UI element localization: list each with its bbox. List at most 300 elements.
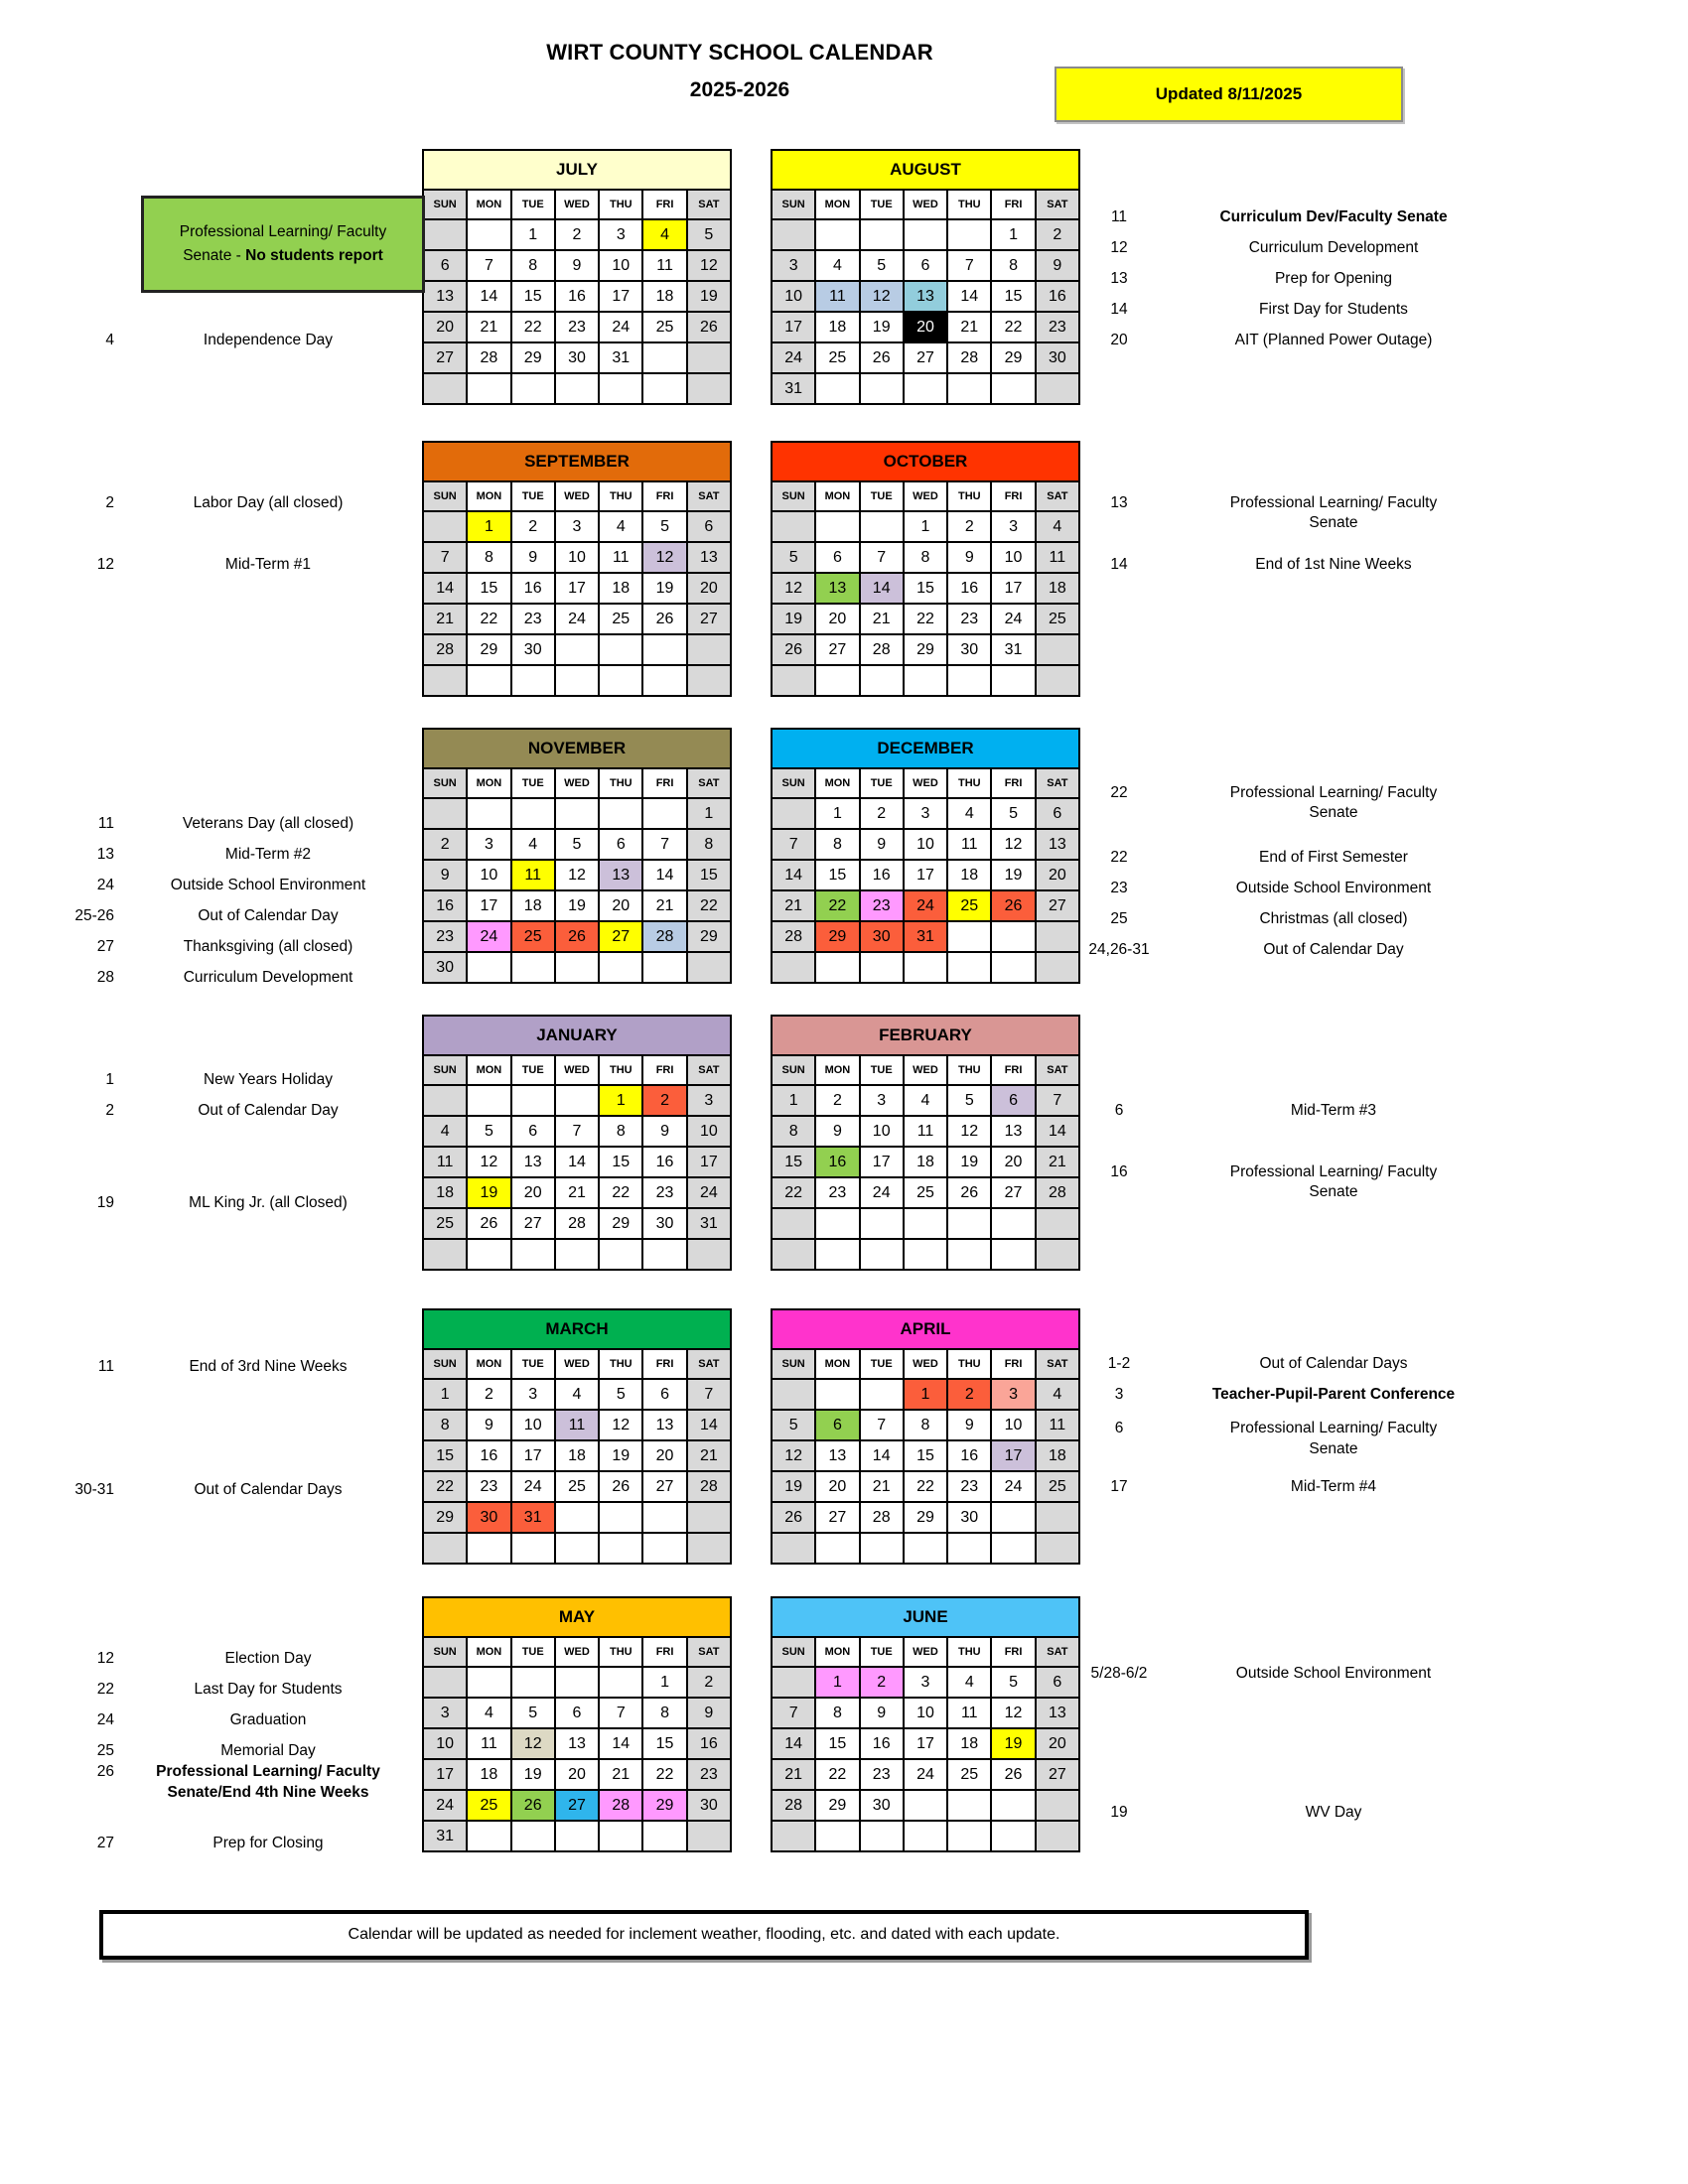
month-title: MAY [424,1598,730,1636]
day-cell [861,374,903,403]
annotation-item [1075,1385,1504,1405]
day-cell: 5 [688,220,730,249]
day-cell: 24 [468,922,509,951]
july-note-box [141,196,425,293]
day-cell: 30 [861,1791,903,1820]
weekday-header: MON [816,1638,858,1666]
annotation-item [1075,1803,1504,1823]
day-cell: 28 [861,635,903,664]
day-cell: 15 [905,574,946,603]
day-cell: 9 [512,543,554,572]
annotations-february [1075,1015,1504,1269]
day-cell: 18 [600,574,641,603]
day-cell: 27 [556,1791,598,1820]
day-cell: 3 [424,1699,466,1727]
month-title: FEBRUARY [773,1017,1078,1054]
day-cell: 7 [861,543,903,572]
day-cell: 19 [688,282,730,311]
weekday-header: MON [468,482,509,510]
day-cell [643,635,685,664]
day-cell: 19 [556,891,598,920]
month-october [771,441,1080,697]
annotation-date: 4 [105,331,114,348]
day-cell: 1 [816,1668,858,1697]
day-cell: 5 [773,1411,814,1439]
day-cell [556,374,598,403]
annotation-item [1075,1419,1504,1459]
day-cell: 20 [556,1760,598,1789]
annotation-date: 14 [1110,300,1128,318]
month-title: NOVEMBER [424,730,730,767]
annotation-item [35,493,422,513]
annotation-date: 26 [96,1763,114,1781]
day-cell: 3 [861,1086,903,1115]
day-cell [512,1822,554,1850]
day-cell: 17 [424,1760,466,1789]
day-cell: 11 [905,1117,946,1146]
day-cell: 27 [512,1209,554,1238]
day-cell: 21 [773,891,814,920]
day-cell: 27 [643,1472,685,1501]
weekday-header: FRI [992,769,1034,797]
weekday-header: SUN [424,1350,466,1378]
day-cell [1037,1240,1078,1269]
day-cell: 18 [905,1148,946,1176]
day-cell: 20 [512,1178,554,1207]
day-cell: 12 [688,251,730,280]
day-cell: 10 [424,1729,466,1758]
day-cell [816,1822,858,1850]
annotation-date: 12 [96,1649,114,1667]
month-may [422,1596,732,1852]
annotation-item [1075,940,1504,960]
day-cell [600,953,641,982]
annotation-text: Outside School Environment [1235,1665,1432,1682]
day-cell: 19 [468,1178,509,1207]
day-cell: 3 [905,1668,946,1697]
day-cell: 12 [468,1148,509,1176]
day-cell: 1 [600,1086,641,1115]
day-cell: 23 [688,1760,730,1789]
weekday-header: WED [556,769,598,797]
annotation-item [1075,909,1504,929]
day-cell: 25 [1037,605,1078,633]
annotation-text: Memorial Day [220,1741,316,1759]
annotation-item [1075,1477,1504,1497]
annotation-item [1075,238,1504,258]
annotation-item [1075,555,1504,575]
annotation-date: 24 [96,1710,114,1728]
day-cell: 1 [512,220,554,249]
day-cell: 17 [992,574,1034,603]
day-cell: 5 [468,1117,509,1146]
day-cell: 2 [468,1380,509,1409]
day-cell: 9 [556,251,598,280]
month-september [422,441,732,697]
day-cell: 16 [948,1441,990,1470]
day-cell: 9 [424,861,466,889]
weekday-header: THU [600,191,641,218]
day-cell: 13 [556,1729,598,1758]
month-title: JANUARY [424,1017,730,1054]
day-cell: 14 [861,574,903,603]
day-cell [556,1503,598,1532]
weekday-header: THU [600,1638,641,1666]
day-cell [643,1503,685,1532]
weekday-header: SAT [688,482,730,510]
weekday-header: FRI [643,191,685,218]
day-cell: 13 [600,861,641,889]
day-cell: 10 [905,830,946,859]
day-cell [948,1209,990,1238]
day-cell [816,220,858,249]
day-cell: 26 [600,1472,641,1501]
day-cell: 1 [688,799,730,828]
day-cell: 28 [861,1503,903,1532]
day-cell: 31 [905,922,946,951]
weekday-header: TUE [512,191,554,218]
weekday-header: WED [905,482,946,510]
day-cell: 6 [816,1411,858,1439]
day-cell: 4 [643,220,685,249]
day-cell: 5 [992,799,1034,828]
day-cell: 15 [688,861,730,889]
day-cell: 15 [643,1729,685,1758]
day-cell: 21 [773,1760,814,1789]
day-cell [512,1240,554,1269]
month-title: OCTOBER [773,443,1078,480]
day-cell [816,1209,858,1238]
day-cell: 20 [600,891,641,920]
day-cell [948,1791,990,1820]
day-cell: 20 [688,574,730,603]
day-cell [556,799,598,828]
annotation-date: 22 [96,1680,114,1698]
day-cell: 6 [556,1699,598,1727]
day-cell: 26 [688,313,730,341]
day-cell: 25 [948,891,990,920]
weekday-header: THU [948,1638,990,1666]
day-cell: 18 [424,1178,466,1207]
day-cell [1037,635,1078,664]
day-cell: 20 [905,313,946,341]
weekday-header: THU [948,1350,990,1378]
day-cell [861,220,903,249]
day-cell: 28 [600,1791,641,1820]
day-cell: 25 [1037,1472,1078,1501]
day-cell [556,1822,598,1850]
weekday-header: SUN [773,769,814,797]
month-title: SEPTEMBER [424,443,730,480]
day-cell [816,666,858,695]
day-cell: 22 [512,313,554,341]
weekday-header: TUE [512,1056,554,1084]
day-cell: 17 [600,282,641,311]
day-cell: 7 [468,251,509,280]
annotation-date: 12 [1110,238,1128,256]
day-cell [1037,666,1078,695]
day-cell: 4 [468,1699,509,1727]
day-cell: 19 [992,1729,1034,1758]
annotation-date: 11 [1110,207,1128,225]
weekday-header: WED [905,1350,946,1378]
day-cell: 12 [556,861,598,889]
day-cell: 16 [1037,282,1078,311]
day-cell: 9 [948,543,990,572]
day-cell: 16 [861,861,903,889]
day-cell: 2 [861,1668,903,1697]
day-cell: 24 [905,1760,946,1789]
day-cell: 23 [861,891,903,920]
day-cell: 13 [992,1117,1034,1146]
day-cell: 30 [1037,343,1078,372]
day-cell: 24 [556,605,598,633]
page-title [392,40,1087,102]
day-cell [992,666,1034,695]
day-cell: 27 [816,1503,858,1532]
day-cell: 6 [688,512,730,541]
annotations-january [35,1015,422,1269]
annotation-date: 17 [1110,1478,1128,1496]
day-cell [424,1086,466,1115]
day-cell: 16 [643,1148,685,1176]
day-cell [556,666,598,695]
weekday-header: TUE [861,482,903,510]
weekday-header: SAT [688,191,730,218]
updated-box [1055,67,1403,122]
day-cell [556,953,598,982]
day-cell [600,374,641,403]
day-cell: 14 [773,1729,814,1758]
day-cell: 5 [773,543,814,572]
weekday-header: FRI [992,191,1034,218]
weekday-header: SAT [688,1056,730,1084]
day-cell [948,374,990,403]
annotation-text: WV Day [1305,1803,1362,1821]
day-cell: 22 [905,605,946,633]
day-cell: 21 [688,1441,730,1470]
day-cell: 12 [512,1729,554,1758]
day-cell: 4 [424,1117,466,1146]
annotation-text: Out of Calendar Day [198,906,339,924]
weekday-header: SUN [424,769,466,797]
day-cell: 25 [905,1178,946,1207]
weekday-header: FRI [992,1056,1034,1084]
annotation-date: 22 [1110,783,1128,801]
day-cell: 30 [468,1503,509,1532]
weekday-header: WED [556,1638,598,1666]
day-cell: 14 [600,1729,641,1758]
weekday-header: SAT [1037,1638,1078,1666]
day-cell [556,1240,598,1269]
day-cell: 5 [992,1668,1034,1697]
day-cell: 22 [643,1760,685,1789]
day-cell: 10 [468,861,509,889]
day-cell: 11 [948,830,990,859]
day-cell: 11 [468,1729,509,1758]
annotation-text: Professional Learning/ Faculty Senate [1229,1420,1438,1457]
day-cell: 26 [468,1209,509,1238]
weekday-header: SUN [773,482,814,510]
annotation-item [35,1193,422,1213]
day-cell: 12 [861,282,903,311]
day-cell: 2 [948,1380,990,1409]
day-cell: 26 [773,1503,814,1532]
annotation-date: 28 [96,968,114,986]
day-cell: 15 [600,1148,641,1176]
day-cell [688,1240,730,1269]
day-cell [424,1534,466,1563]
day-cell: 2 [512,512,554,541]
annotation-item [1075,848,1504,868]
day-cell: 6 [424,251,466,280]
day-cell [992,922,1034,951]
annotation-text: Professional Learning/ Faculty Senate [1229,493,1438,531]
annotation-text: Outside School Environment [170,876,366,893]
day-cell: 7 [643,830,685,859]
day-cell: 12 [643,543,685,572]
day-cell [992,953,1034,982]
day-cell [773,953,814,982]
day-cell: 5 [861,251,903,280]
day-cell: 18 [556,1441,598,1470]
annotation-text: New Years Holiday [203,1070,334,1088]
day-cell: 4 [948,799,990,828]
day-cell: 21 [424,605,466,633]
day-cell: 8 [905,1411,946,1439]
day-cell: 17 [556,574,598,603]
annotation-text: Graduation [229,1710,307,1728]
day-cell: 15 [992,282,1034,311]
annotation-date: 2 [105,493,114,511]
annotation-text: Independence Day [203,331,334,348]
day-cell [512,374,554,403]
annotation-text: Last Day for Students [194,1680,343,1698]
day-cell [643,1822,685,1850]
annotation-date: 23 [1110,879,1128,896]
day-cell: 24 [992,605,1034,633]
month-title: JUNE [773,1598,1078,1636]
annotation-text: Mid-Term #4 [1290,1478,1377,1496]
day-cell: 11 [512,861,554,889]
day-cell: 17 [905,1729,946,1758]
weekday-header: TUE [512,1638,554,1666]
annotation-date: 11 [97,814,114,832]
annotation-item [35,331,422,350]
day-cell [424,220,466,249]
day-cell: 3 [688,1086,730,1115]
day-cell: 15 [816,861,858,889]
day-cell: 31 [992,635,1034,664]
day-cell: 2 [556,220,598,249]
day-cell: 27 [992,1178,1034,1207]
day-cell: 12 [992,1699,1034,1727]
day-cell: 25 [556,1472,598,1501]
day-cell [600,1240,641,1269]
calendar-year: 2025-2026 [689,78,790,101]
day-cell: 28 [556,1209,598,1238]
day-cell [816,1380,858,1409]
day-cell: 12 [992,830,1034,859]
weekday-header: WED [556,482,598,510]
day-cell: 10 [992,543,1034,572]
day-cell: 8 [424,1411,466,1439]
annotation-text: Out of Calendar Days [194,1481,343,1499]
day-cell: 21 [600,1760,641,1789]
day-cell: 27 [1037,1760,1078,1789]
day-cell: 14 [1037,1117,1078,1146]
day-cell: 1 [468,512,509,541]
day-cell: 25 [600,605,641,633]
day-cell: 17 [861,1148,903,1176]
day-cell [905,1209,946,1238]
day-cell: 5 [600,1380,641,1409]
day-cell [816,1240,858,1269]
weekday-header: SUN [773,1056,814,1084]
day-cell: 24 [424,1791,466,1820]
annotation-text: Out of Calendar Days [1259,1355,1408,1373]
annotation-date: 25 [96,1741,114,1759]
day-cell: 27 [905,343,946,372]
annotation-date: 22 [1110,848,1128,866]
calendar-title: WIRT COUNTY SCHOOL CALENDAR [546,40,933,65]
day-cell: 6 [600,830,641,859]
day-cell [468,666,509,695]
month-title: MARCH [424,1310,730,1348]
day-cell [512,1086,554,1115]
day-cell: 2 [424,830,466,859]
day-cell [773,666,814,695]
day-cell: 27 [816,635,858,664]
day-cell [424,1668,466,1697]
annotation-date: 25 [1110,909,1128,927]
annotation-item [1075,331,1504,350]
weekday-header: THU [600,769,641,797]
day-cell: 11 [600,543,641,572]
day-cell [816,953,858,982]
day-cell: 15 [468,574,509,603]
day-cell [773,1209,814,1238]
day-cell: 16 [816,1148,858,1176]
annotation-item [1075,1162,1504,1203]
day-cell [992,1209,1034,1238]
day-cell: 12 [948,1117,990,1146]
day-cell: 15 [905,1441,946,1470]
day-cell: 23 [424,922,466,951]
day-cell: 7 [424,543,466,572]
day-cell: 24 [992,1472,1034,1501]
weekday-header: SUN [773,1638,814,1666]
day-cell: 21 [861,605,903,633]
annotation-text: Curriculum Dev/Faculty Senate [1219,207,1448,225]
weekday-header: THU [948,191,990,218]
day-cell: 27 [424,343,466,372]
day-cell [512,666,554,695]
day-cell [468,799,509,828]
day-cell: 20 [1037,1729,1078,1758]
day-cell: 4 [600,512,641,541]
annotation-item [35,1762,422,1803]
annotation-item [1075,1664,1504,1684]
day-cell [861,1240,903,1269]
day-cell: 9 [1037,251,1078,280]
day-cell [600,1534,641,1563]
day-cell [773,1822,814,1850]
annotation-item [35,1741,422,1761]
annotations-march [35,1308,422,1563]
day-cell: 11 [816,282,858,311]
day-cell: 30 [643,1209,685,1238]
